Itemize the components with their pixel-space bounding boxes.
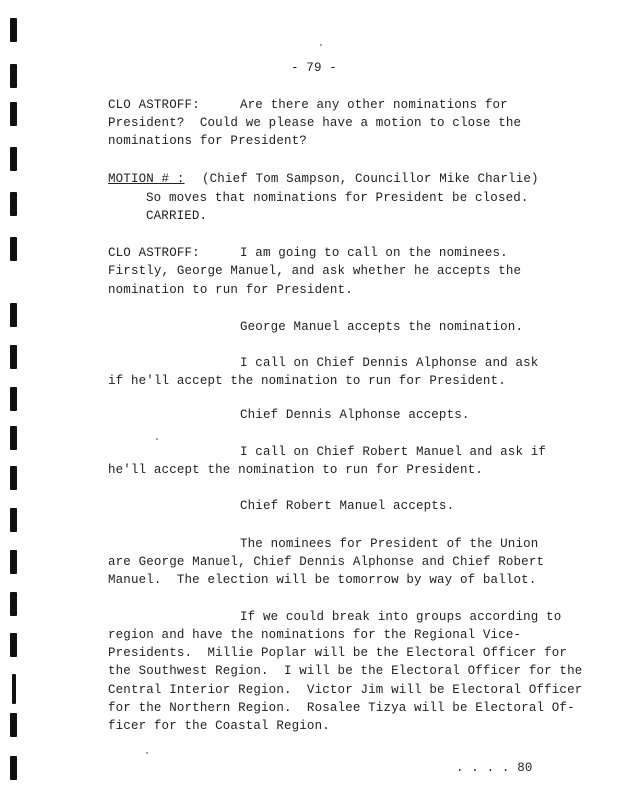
- motion-label: MOTION # :: [108, 172, 185, 186]
- text-line: Are there any other nominations for: [240, 98, 508, 112]
- text-line: ficer for the Coastal Region.: [108, 719, 330, 733]
- text-line: George Manuel accepts the nomination.: [240, 320, 524, 334]
- text-line: Firstly, George Manuel, and ask whether he accepts the: [108, 264, 522, 278]
- text-line: nominations for President?: [108, 134, 307, 148]
- text-line: are George Manuel, Chief Dennis Alphonse and Chief Robert: [108, 555, 545, 569]
- text-line: Manuel. The election will be tomorrow by way of ballot.: [108, 573, 537, 587]
- scan-speck: [146, 752, 148, 754]
- text-line: The nominees for President of the Union: [240, 537, 539, 551]
- text-line: If we could break into groups according to: [240, 610, 562, 624]
- text-line: nomination to run for President.: [108, 283, 353, 297]
- scan-speck: [156, 438, 158, 440]
- speaker-label: CLO ASTROFF:: [108, 246, 200, 260]
- scan-speck: [320, 44, 322, 46]
- motion-movers: (Chief Tom Sampson, Councillor Mike Charlie): [202, 172, 539, 186]
- text-line: I call on Chief Dennis Alphonse and ask: [240, 356, 539, 370]
- text-line: if he'll accept the nomination to run for President.: [108, 374, 506, 388]
- text-line: Central Interior Region. Victor Jim will be Electoral Officer: [108, 683, 583, 697]
- text-line: President? Could we please have a motion to close the: [108, 116, 522, 130]
- continuation-marker: . . . . 80: [456, 761, 533, 775]
- text-line: Chief Robert Manuel accepts.: [240, 499, 455, 513]
- page-number: - 79 -: [291, 61, 337, 75]
- text-line: Chief Dennis Alphonse accepts.: [240, 408, 470, 422]
- text-line: the Southwest Region. I will be the Electoral Officer for the: [108, 664, 583, 678]
- text-line: I call on Chief Robert Manuel and ask if: [240, 445, 547, 459]
- text-line: for the Northern Region. Rosalee Tizya will be Electoral Of-: [108, 701, 575, 715]
- speaker-label: CLO ASTROFF:: [108, 98, 200, 112]
- text-line: Presidents. Millie Poplar will be the Electoral Officer for: [108, 646, 568, 660]
- text-line: region and have the nominations for the Regional Vice-: [108, 628, 522, 642]
- text-line: So moves that nominations for President be closed.: [146, 191, 529, 205]
- text-line: I am going to call on the nominees.: [240, 246, 508, 260]
- carried-label: CARRIED.: [146, 209, 208, 223]
- text-line: he'll accept the nomination to run for President.: [108, 463, 483, 477]
